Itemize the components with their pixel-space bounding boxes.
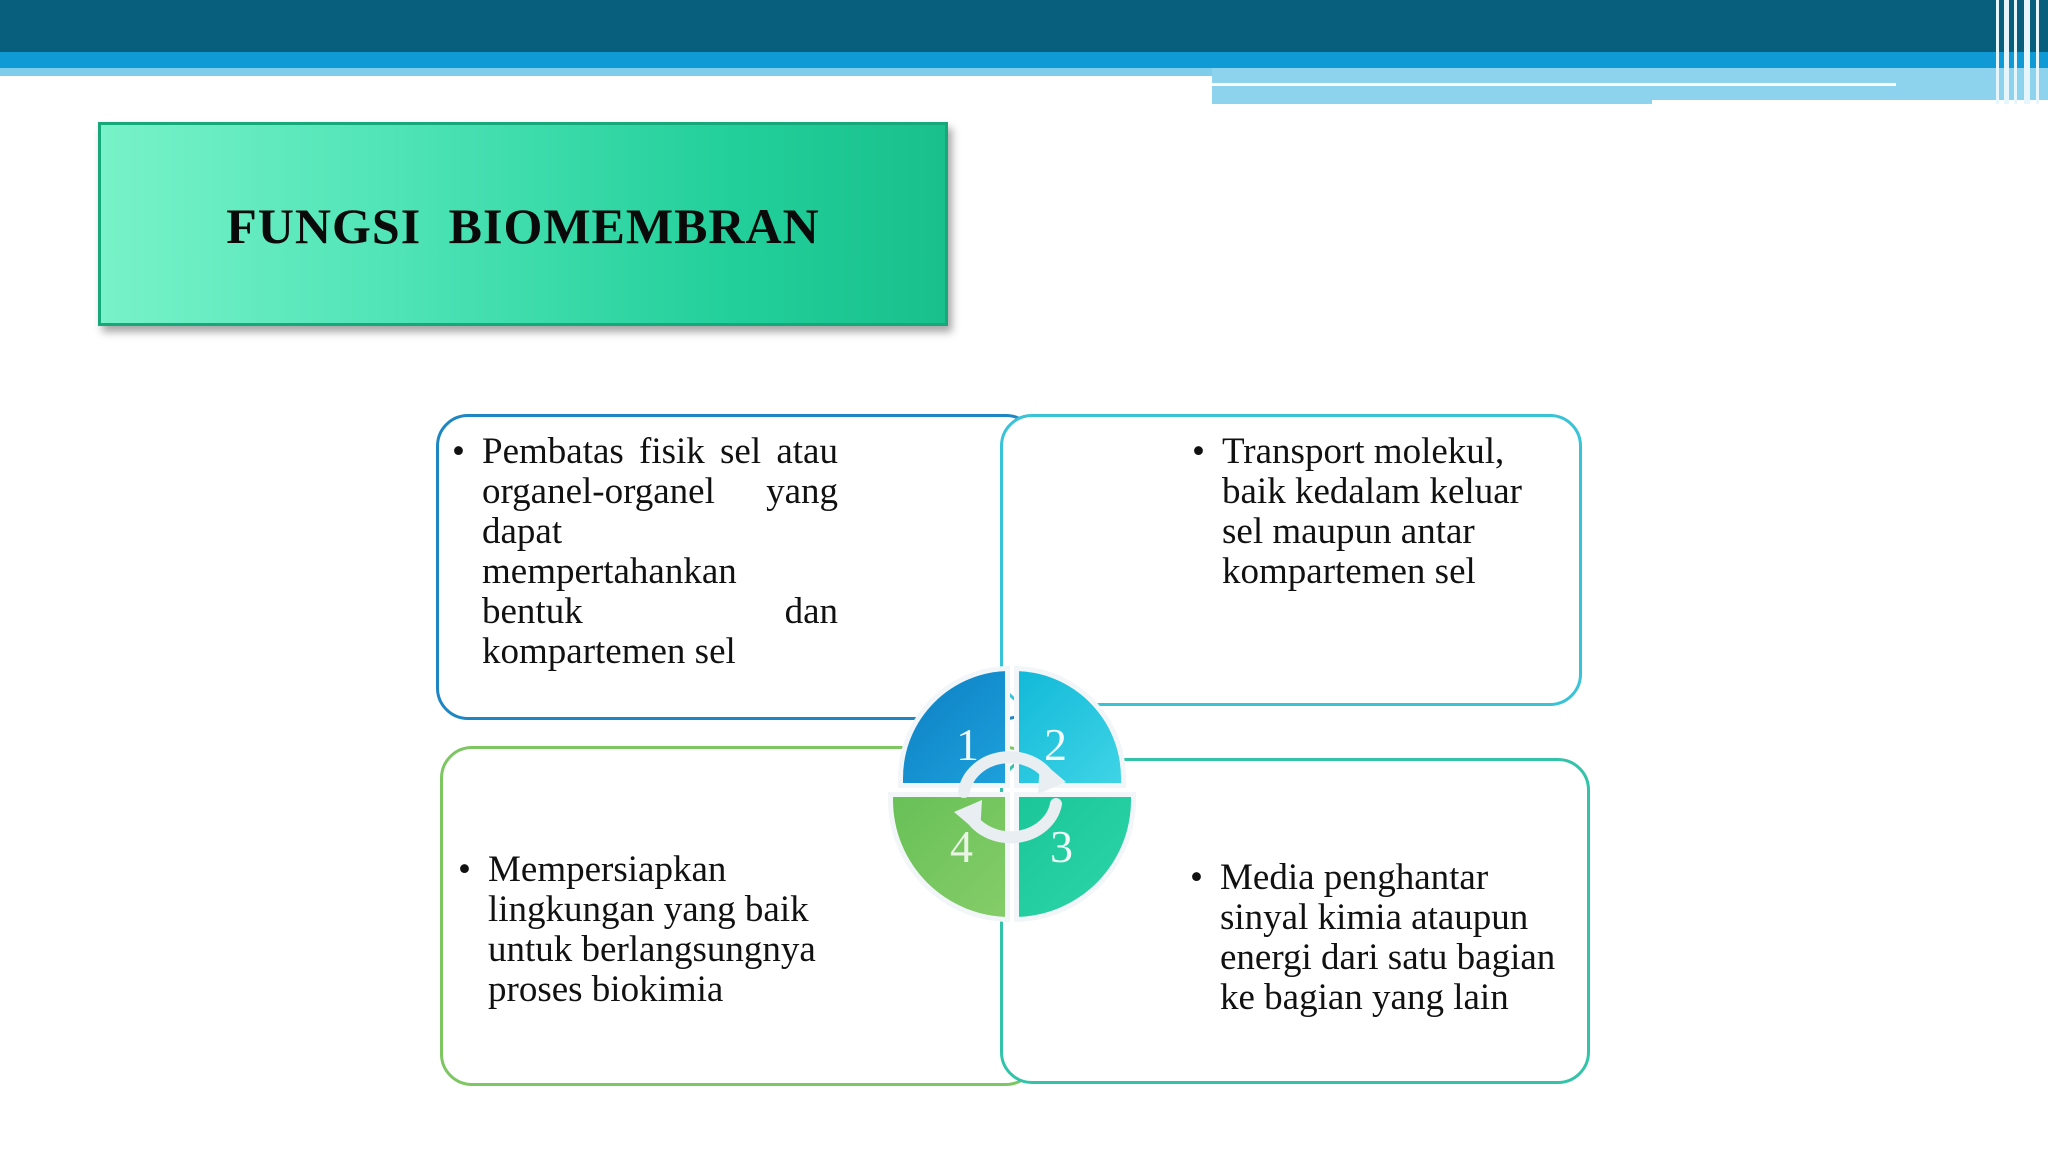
text-line bbox=[482, 592, 838, 632]
text-line bbox=[482, 552, 838, 592]
text-line: lingkungan yang baik bbox=[488, 889, 809, 930]
text-line bbox=[482, 472, 838, 512]
cycle-number-3: 3 bbox=[1050, 821, 1073, 872]
text-line: Media penghantar bbox=[1220, 857, 1489, 898]
word: Pembatas bbox=[482, 431, 624, 472]
text-line: Mempersiapkan bbox=[488, 849, 727, 890]
text-line: proses biokimia bbox=[488, 969, 724, 1010]
word: dapat bbox=[482, 511, 563, 552]
header-band-dark bbox=[0, 0, 2048, 52]
word: mempertahankan bbox=[482, 551, 737, 592]
word: dan bbox=[784, 591, 838, 632]
text-line: energi dari satu bagian bbox=[1220, 937, 1556, 978]
text-line: sel maupun antar bbox=[1222, 511, 1475, 552]
header-band-light-right bbox=[1212, 68, 2048, 104]
text-line: Transport molekul, bbox=[1222, 431, 1505, 472]
text-line bbox=[482, 512, 838, 552]
header-thin-line bbox=[1212, 83, 1896, 86]
cycle-graphic bbox=[884, 662, 1138, 932]
header-band-blue bbox=[0, 52, 2048, 68]
word: yang bbox=[766, 471, 838, 512]
slide-title: FUNGSI BIOMEMBRAN bbox=[226, 198, 820, 254]
text-line: kompartemen sel bbox=[1222, 551, 1476, 592]
word: fisik bbox=[639, 431, 705, 472]
header-stripes bbox=[1988, 0, 2048, 104]
cycle-number-2: 2 bbox=[1044, 719, 1067, 770]
title-box bbox=[98, 122, 948, 326]
bullet: • bbox=[452, 431, 465, 472]
word: kompartemen sel bbox=[482, 631, 736, 672]
bullet: • bbox=[1192, 431, 1205, 472]
text-line: baik kedalam keluar bbox=[1222, 471, 1522, 512]
text-line: sinyal kimia ataupun bbox=[1220, 897, 1529, 938]
word: atau bbox=[776, 431, 838, 472]
text-line bbox=[482, 432, 838, 472]
word: sel bbox=[720, 431, 762, 472]
bullet: • bbox=[1190, 857, 1203, 898]
header-band-light bbox=[0, 68, 1212, 76]
text-line bbox=[482, 632, 838, 672]
word: organel-organel bbox=[482, 471, 715, 512]
text-line: untuk berlangsungnya bbox=[488, 929, 816, 970]
cycle-number-4: 4 bbox=[950, 821, 973, 872]
cycle-number-1: 1 bbox=[956, 719, 979, 770]
text-line: ke bagian yang lain bbox=[1220, 977, 1509, 1018]
bullet: • bbox=[458, 849, 471, 890]
word: bentuk bbox=[482, 591, 583, 632]
